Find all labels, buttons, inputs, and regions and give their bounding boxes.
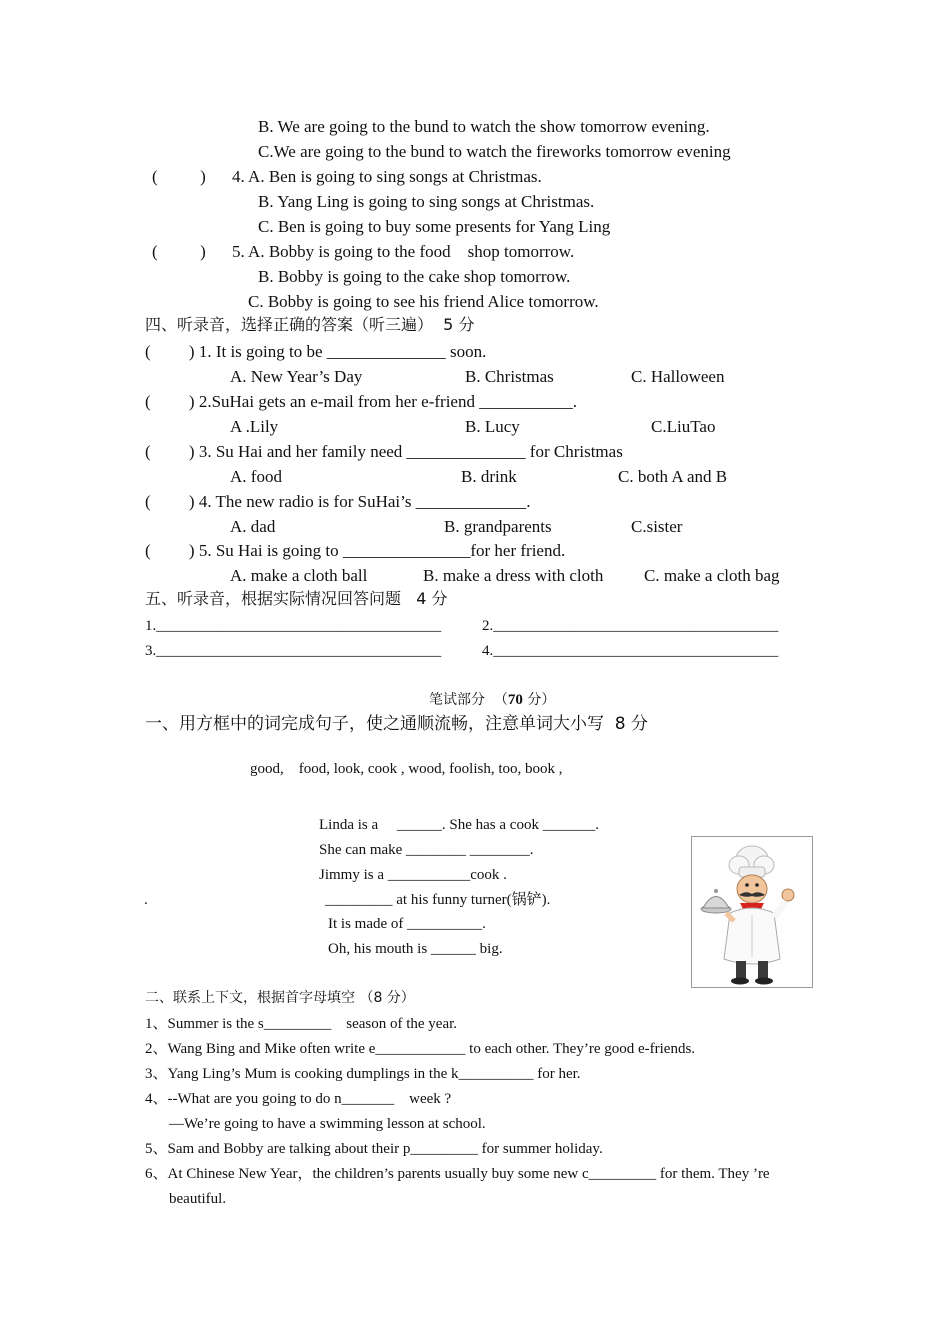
passage-line-1[interactable]: Linda is a ______. She has a cook _______.: [319, 817, 599, 833]
written-q1-heading: 一、用方框中的词完成句子，使之通顺流畅，注意单词大小写 8 分: [145, 714, 649, 734]
q2-item-4[interactable]: 4、--What are you going to do n_______ week ?: [145, 1091, 452, 1107]
answer-line-4[interactable]: 4.______________________________________: [482, 643, 779, 659]
word-box: good, food, look, cook , wood, foolish, too, book ,: [250, 761, 563, 777]
q5-option-b: B. Bobby is going to the cake shop tomorrow.: [258, 267, 571, 286]
q5-option-a: 5. A. Bobby is going to the food shop tomorrow.: [232, 242, 575, 261]
q2-item-6-cont: beautiful.: [169, 1191, 227, 1207]
q2-item-3[interactable]: 3、Yang Ling’s Mum is cooking dumplings in the k__________ for her.: [145, 1066, 581, 1082]
passage-line-4[interactable]: _________ at his funny turner(锅铲).: [325, 892, 551, 908]
section4-heading: 四、听录音，选择正确的答案（听三遍） 5 分: [145, 315, 475, 334]
q5-answer-bracket[interactable]: ( ): [152, 242, 206, 261]
s4-q1-option-c: C. Halloween: [631, 367, 725, 386]
section5-heading: 五、听录音，根据实际情况回答问题 4 分: [145, 589, 448, 608]
s4-q3-stem[interactable]: ( ) 3. Su Hai and her family need ______________ for Christmas: [145, 442, 623, 461]
s4-q3-option-b: B. drink: [461, 467, 517, 486]
q2-item-4-reply: —We’re going to have a swimming lesson at school.: [169, 1116, 486, 1132]
q3-option-c: C.We are going to the bund to watch the fireworks tomorrow evening: [258, 142, 731, 161]
q3-option-b: B. We are going to the bund to watch the show tomorrow evening.: [258, 117, 710, 136]
q2-item-5[interactable]: 5、Sam and Bobby are talking about their p_________ for summer holiday.: [145, 1141, 603, 1157]
s4-q1-option-a: A. New Year’s Day: [230, 367, 363, 386]
q4-option-a: 4. A. Ben is going to sing songs at Christmas.: [232, 167, 542, 186]
s4-q1-option-b: B. Christmas: [465, 367, 554, 386]
answer-line-1[interactable]: 1.______________________________________: [145, 618, 442, 634]
s4-q5-option-c: C. make a cloth bag: [644, 566, 780, 585]
s4-q2-option-a: A .Lily: [230, 417, 279, 436]
s4-q2-stem[interactable]: ( ) 2.SuHai gets an e-mail from her e-friend ___________.: [145, 392, 577, 411]
s4-q2-option-b: B. Lucy: [465, 417, 520, 436]
s4-q4-option-c: C.sister: [631, 517, 683, 536]
s4-q1-stem[interactable]: ( ) 1. It is going to be ______________ soon.: [145, 342, 487, 361]
written-part-title: 笔试部分 （70 分）: [429, 692, 556, 708]
s4-q5-option-b: B. make a dress with cloth: [423, 566, 604, 585]
s4-q5-option-a: A. make a cloth ball: [230, 566, 368, 585]
chef-illustration: [692, 837, 812, 987]
q2-item-1[interactable]: 1、Summer is the s_________ season of the year.: [145, 1016, 458, 1032]
passage-line-3[interactable]: Jimmy is a ___________cook .: [319, 867, 507, 883]
passage-line-5[interactable]: It is made of __________.: [328, 916, 486, 932]
stray-dot: .: [144, 892, 148, 908]
answer-line-2[interactable]: 2.______________________________________: [482, 618, 779, 634]
s4-q4-option-a: A. dad: [230, 517, 276, 536]
s4-q3-option-c: C. both A and B: [618, 467, 728, 486]
written-q2-heading: 二、联系上下文，根据首字母填空 （8 分）: [145, 990, 415, 1006]
s4-q5-stem[interactable]: ( ) 5. Su Hai is going to _______________for her friend.: [145, 541, 566, 560]
passage-line-6[interactable]: Oh, his mouth is ______ big.: [328, 941, 503, 957]
answer-line-3[interactable]: 3.______________________________________: [145, 643, 442, 659]
written-total-score: 70: [507, 692, 523, 708]
s4-q4-stem[interactable]: ( ) 4. The new radio is for SuHai’s _____________.: [145, 492, 531, 511]
passage-line-2[interactable]: She can make ________ ________.: [319, 842, 534, 858]
q4-option-b: B. Yang Ling is going to sing songs at Christmas.: [258, 192, 595, 211]
s4-q3-option-a: A. food: [230, 467, 282, 486]
q2-item-2[interactable]: 2、Wang Bing and Mike often write e____________ to each other. They’re good e-friends.: [145, 1041, 696, 1057]
s4-q2-option-c: C.LiuTao: [651, 417, 716, 436]
q4-answer-bracket[interactable]: ( ): [152, 167, 206, 186]
q5-option-c: C. Bobby is going to see his friend Alice tomorrow.: [248, 292, 599, 311]
q2-item-6[interactable]: 6、At Chinese New Year，the children’s parents usually buy some new c_________ for them. They ’re: [145, 1166, 770, 1182]
s4-q4-option-b: B. grandparents: [444, 517, 552, 536]
chef-image: [691, 836, 813, 988]
q4-option-c: C. Ben is going to buy some presents for Yang Ling: [258, 217, 611, 236]
